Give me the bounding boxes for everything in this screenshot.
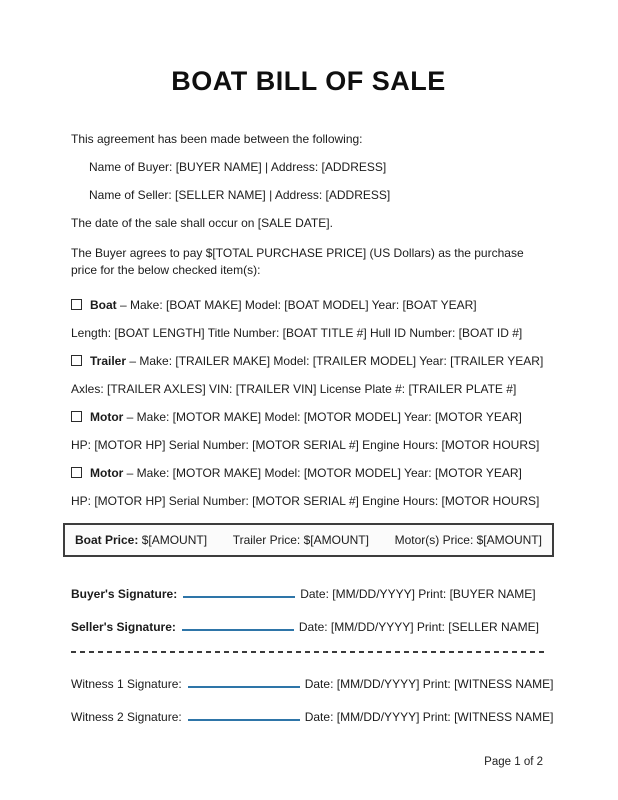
- witness1-signature-suffix: Date: [MM/DD/YYYY] Print: [WITNESS NAME]: [304, 676, 554, 691]
- witness2-signature-line[interactable]: [188, 708, 300, 721]
- page-title: BOAT BILL OF SALE: [171, 66, 446, 96]
- seller-signature-label: Seller's Signature:: [71, 619, 176, 634]
- buyer-signature-row: [71, 585, 546, 601]
- item-group-motor-2: [71, 467, 546, 507]
- buyer-signature-line[interactable]: [183, 585, 295, 598]
- trailer-price-cell: Trailer Price: $[AMOUNT]: [232, 532, 369, 547]
- witness2-signature-label: Witness 2 Signature:: [71, 709, 182, 724]
- purchase-price-paragraph: The Buyer agrees to pay $[TOTAL PURCHASE PRICE] (US Dollars) as the purchase price for the below checked item(s):: [71, 246, 524, 277]
- witness1-signature-line[interactable]: [188, 675, 300, 688]
- motor1-header-line: [71, 411, 546, 423]
- motor2-details: – Make: [MOTOR MAKE] Model: [MOTOR MODEL] Year: [MOTOR YEAR]: [123, 465, 522, 480]
- motor1-details: – Make: [MOTOR MAKE] Model: [MOTOR MODEL] Year: [MOTOR YEAR]: [123, 409, 522, 424]
- boat-checkbox[interactable]: [71, 299, 82, 310]
- boat-details: – Make: [BOAT MAKE] Model: [BOAT MODEL] Year: [BOAT YEAR]: [116, 297, 477, 312]
- agreement-line: This agreement has been made between the following:: [71, 132, 363, 146]
- motor2-details-line2: HP: [MOTOR HP] Serial Number: [MOTOR SERIAL #] Engine Hours: [MOTOR HOURS]: [71, 493, 540, 508]
- boat-details-line2: Length: [BOAT LENGTH] Title Number: [BOAT TITLE #] Hull ID Number: [BOAT ID #]: [71, 325, 523, 340]
- trailer-label: Trailer: [90, 353, 127, 368]
- witness1-signature-row: [71, 675, 554, 691]
- motor1-label: Motor: [90, 409, 124, 424]
- trailer-details: – Make: [TRAILER MAKE] Model: [TRAILER MODEL] Year: [TRAILER YEAR]: [126, 353, 544, 368]
- witness2-signature-row: [71, 708, 554, 724]
- item-group-motor-1: [71, 411, 546, 451]
- sale-date-line: The date of the sale shall occur on [SALE DATE].: [71, 216, 333, 230]
- motor1-details-line2: HP: [MOTOR HP] Serial Number: [MOTOR SERIAL #] Engine Hours: [MOTOR HOURS]: [71, 437, 540, 452]
- item-group-boat: [71, 299, 546, 339]
- item-group-trailer: [71, 355, 546, 395]
- seller-signature-suffix: Date: [MM/DD/YYYY] Print: [SELLER NAME]: [298, 619, 539, 634]
- boat-price-value: $[AMOUNT]: [138, 532, 208, 547]
- buyer-signature-label: Buyer's Signature:: [71, 586, 178, 601]
- dashed-divider: [71, 651, 546, 653]
- boat-header-line: [71, 299, 546, 311]
- motor-price-cell: Motor(s) Price: $[AMOUNT]: [394, 532, 542, 547]
- motor2-checkbox[interactable]: [71, 467, 82, 478]
- seller-line: Name of Seller: [SELLER NAME] | Address: [ADDRESS]: [89, 188, 391, 202]
- trailer-checkbox[interactable]: [71, 355, 82, 366]
- boat-label: Boat: [90, 297, 117, 312]
- buyer-line: Name of Buyer: [BUYER NAME] | Address: [ADDRESS]: [89, 160, 387, 174]
- motor1-checkbox[interactable]: [71, 411, 82, 422]
- witness2-signature-suffix: Date: [MM/DD/YYYY] Print: [WITNESS NAME]: [304, 709, 554, 724]
- motor2-header-line: [71, 467, 546, 479]
- price-summary-box: [63, 523, 554, 557]
- trailer-details-line2: Axles: [TRAILER AXLES] VIN: [TRAILER VIN] License Plate #: [TRAILER PLATE #]: [71, 381, 517, 396]
- witness1-signature-label: Witness 1 Signature:: [71, 676, 182, 691]
- motor2-label: Motor: [90, 465, 124, 480]
- seller-signature-line[interactable]: [182, 618, 294, 631]
- seller-signature-row: [71, 618, 546, 634]
- page-number: Page 1 of 2: [484, 756, 543, 768]
- buyer-signature-suffix: Date: [MM/DD/YYYY] Print: [BUYER NAME]: [300, 586, 536, 601]
- trailer-header-line: [71, 355, 546, 367]
- boat-price-cell: [75, 533, 207, 547]
- boat-price-label: Boat Price:: [75, 532, 139, 547]
